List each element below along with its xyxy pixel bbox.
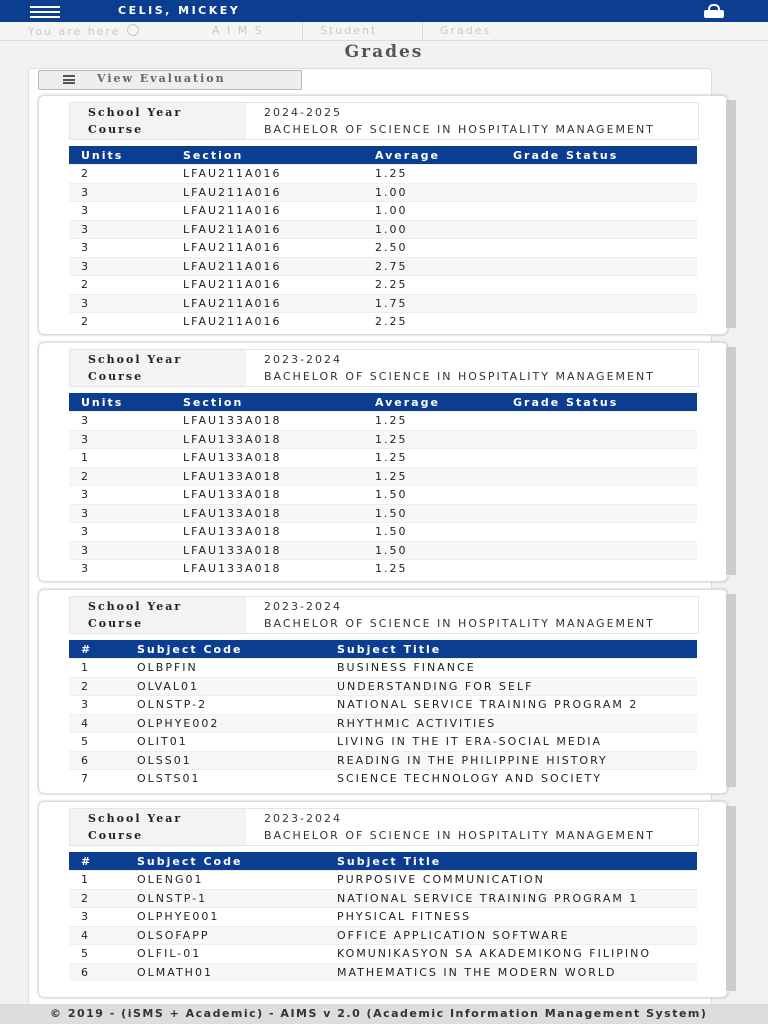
column-header[interactable]: Average [363, 393, 501, 412]
table-row [69, 751, 697, 770]
table-cell: NATIONAL SERVICE TRAINING PROGRAM 2 [325, 696, 697, 715]
table-cell [501, 449, 697, 468]
column-header[interactable]: Units [69, 393, 171, 412]
table-row [69, 523, 697, 542]
column-header[interactable]: Grade Status [501, 146, 697, 165]
table-cell: 1.25 [363, 560, 501, 578]
table-cell: LIVING IN THE IT ERA-SOCIAL MEDIA [325, 733, 697, 752]
column-header[interactable]: Section [171, 146, 363, 165]
card-scrollbar[interactable] [726, 347, 736, 575]
table-cell: OLNSTP-2 [125, 696, 325, 715]
breadcrumb-prefix: You are here [28, 24, 145, 38]
table-cell: 3 [69, 696, 125, 715]
table-cell: LFAU211A016 [171, 313, 363, 331]
table-cell: LFAU133A018 [171, 430, 363, 449]
page-title: Grades [344, 42, 424, 62]
table-cell: LFAU133A018 [171, 412, 363, 431]
table-cell: 7 [69, 770, 125, 788]
table-cell: 1 [69, 659, 125, 678]
table-row [69, 294, 697, 313]
table-cell: 3 [69, 412, 171, 431]
table-cell: 2 [69, 467, 171, 486]
table-cell: OLPHYE001 [125, 908, 325, 927]
user-name: CELIS, MICKEY [118, 4, 241, 17]
footer-text: © 2019 - (iSMS + Academic) - AIMS v 2.0 (Academic Information Management System) [50, 1007, 708, 1020]
term-info [69, 102, 699, 140]
column-header[interactable]: Units [69, 146, 171, 165]
table-cell [501, 560, 697, 578]
column-header[interactable]: Subject Title [325, 640, 697, 659]
school-year-label: School Year [88, 106, 183, 119]
subject-card [38, 589, 728, 794]
card-scrollbar[interactable] [726, 594, 736, 787]
table-cell: 1.25 [363, 449, 501, 468]
school-year-value: 2023-2024 [264, 812, 342, 825]
school-year-label: School Year [88, 600, 183, 613]
table-cell [501, 430, 697, 449]
table-cell: SCIENCE TECHNOLOGY AND SOCIETY [325, 770, 697, 788]
table-row [69, 541, 697, 560]
table-cell: 3 [69, 239, 171, 258]
table-cell [501, 541, 697, 560]
breadcrumb-item-aims[interactable]: A I M S [212, 24, 264, 37]
table-cell [501, 486, 697, 505]
table-row [69, 486, 697, 505]
column-header[interactable]: # [69, 640, 125, 659]
table-cell: 3 [69, 541, 171, 560]
table-cell: BUSINESS FINANCE [325, 659, 697, 678]
term-info [69, 349, 699, 387]
table-cell: LFAU133A018 [171, 467, 363, 486]
table-cell: LFAU133A018 [171, 523, 363, 542]
table-cell: 1.00 [363, 220, 501, 239]
list-icon [63, 75, 75, 84]
table-cell: 1.50 [363, 504, 501, 523]
table-cell: 3 [69, 523, 171, 542]
table-cell: 2.50 [363, 239, 501, 258]
table-row [69, 220, 697, 239]
table-cell [501, 257, 697, 276]
clock-icon [127, 24, 139, 36]
table-cell: 3 [69, 183, 171, 202]
table-header-row [69, 640, 697, 659]
grades-table [69, 146, 697, 331]
course-label: Course [88, 123, 144, 136]
table-cell [501, 467, 697, 486]
table-cell [501, 183, 697, 202]
school-year-value: 2023-2024 [264, 353, 342, 366]
table-cell: 3 [69, 908, 125, 927]
table-cell: OLSS01 [125, 751, 325, 770]
table-cell: LFAU211A016 [171, 257, 363, 276]
table-cell: 2 [69, 313, 171, 331]
table-cell: 6 [69, 751, 125, 770]
table-cell: OLSTS01 [125, 770, 325, 788]
table-cell: 3 [69, 560, 171, 578]
card-scrollbar[interactable] [726, 806, 736, 991]
breadcrumb-item-grades[interactable]: Grades [440, 24, 492, 37]
table-cell: 2 [69, 677, 125, 696]
table-cell: OLPHYE002 [125, 714, 325, 733]
table-cell: 1.50 [363, 523, 501, 542]
term-info [69, 596, 699, 634]
table-cell: 2.25 [363, 276, 501, 295]
table-cell: 1.50 [363, 541, 501, 560]
table-cell: 1.75 [363, 294, 501, 313]
school-year-label: School Year [88, 353, 183, 366]
hamburger-menu-icon[interactable] [30, 6, 60, 18]
table-cell: LFAU133A018 [171, 541, 363, 560]
course-label: Course [88, 829, 144, 842]
table-cell: 4 [69, 926, 125, 945]
card-scrollbar[interactable] [726, 100, 736, 328]
table-cell: 3 [69, 220, 171, 239]
course-label: Course [88, 370, 144, 383]
table-row [69, 467, 697, 486]
table-row [69, 926, 697, 945]
view-evaluation-button[interactable] [38, 70, 302, 90]
table-cell: 5 [69, 733, 125, 752]
table-cell: OLSOFAPP [125, 926, 325, 945]
school-year-value: 2024-2025 [264, 106, 342, 119]
subject-card [38, 801, 728, 998]
table-cell: OLVAL01 [125, 677, 325, 696]
table-cell: LFAU211A016 [171, 202, 363, 221]
table-cell: LFAU211A016 [171, 276, 363, 295]
column-header[interactable]: Subject Title [325, 852, 697, 871]
subjects-table [69, 640, 697, 788]
table-cell [501, 202, 697, 221]
table-cell: 2.25 [363, 313, 501, 331]
table-row [69, 733, 697, 752]
grade-card [38, 342, 728, 582]
breadcrumb-divider [422, 22, 423, 40]
course-value: BACHELOR OF SCIENCE IN HOSPITALITY MANAGEMENT [264, 370, 655, 383]
table-row [69, 202, 697, 221]
course-value: BACHELOR OF SCIENCE IN HOSPITALITY MANAGEMENT [264, 829, 655, 842]
table-row [69, 504, 697, 523]
course-label: Course [88, 617, 144, 630]
table-cell: OLNSTP-1 [125, 889, 325, 908]
table-row [69, 183, 697, 202]
table-cell: 1.25 [363, 467, 501, 486]
table-row [69, 165, 697, 184]
table-row [69, 412, 697, 431]
table-cell: READING IN THE PHILIPPINE HISTORY [325, 751, 697, 770]
table-row [69, 696, 697, 715]
table-cell: OLENG01 [125, 871, 325, 890]
table-row [69, 659, 697, 678]
table-cell: LFAU211A016 [171, 220, 363, 239]
table-cell: 3 [69, 257, 171, 276]
table-cell: 1 [69, 449, 171, 468]
table-cell: 1.50 [363, 486, 501, 505]
table-header-row [69, 852, 697, 871]
table-cell [501, 504, 697, 523]
table-cell: LFAU211A016 [171, 239, 363, 258]
table-cell: 1.00 [363, 202, 501, 221]
table-cell: 1 [69, 871, 125, 890]
table-cell: 3 [69, 430, 171, 449]
table-cell: 3 [69, 294, 171, 313]
breadcrumb [0, 22, 768, 41]
table-cell: OLIT01 [125, 733, 325, 752]
table-row [69, 276, 697, 295]
table-cell: OLFIL-01 [125, 945, 325, 964]
table-row [69, 677, 697, 696]
table-cell [501, 220, 697, 239]
column-header[interactable]: Subject Code [125, 640, 325, 659]
table-row [69, 239, 697, 258]
column-header[interactable]: Subject Code [125, 852, 325, 871]
view-evaluation-label: View Evaluation [97, 72, 226, 85]
table-cell [501, 276, 697, 295]
subjects-table [69, 852, 697, 981]
table-cell: PURPOSIVE COMMUNICATION [325, 871, 697, 890]
table-cell: 3 [69, 486, 171, 505]
school-year-value: 2023-2024 [264, 600, 342, 613]
column-header[interactable]: Grade Status [501, 393, 697, 412]
table-cell: RHYTHMIC ACTIVITIES [325, 714, 697, 733]
table-cell: LFAU211A016 [171, 183, 363, 202]
table-cell [501, 523, 697, 542]
table-cell: 2 [69, 165, 171, 184]
grades-table [69, 393, 697, 578]
grade-card [38, 95, 728, 335]
table-cell [501, 165, 697, 184]
table-cell: 6 [69, 963, 125, 981]
table-row [69, 908, 697, 927]
table-row [69, 871, 697, 890]
table-cell: LFAU133A018 [171, 449, 363, 468]
table-cell: 3 [69, 202, 171, 221]
table-cell: UNDERSTANDING FOR SELF [325, 677, 697, 696]
table-cell: MATHEMATICS IN THE MODERN WORLD [325, 963, 697, 981]
column-header[interactable]: Section [171, 393, 363, 412]
table-row [69, 430, 697, 449]
table-row [69, 257, 697, 276]
table-cell: LFAU133A018 [171, 560, 363, 578]
breadcrumb-divider [302, 22, 303, 40]
table-row [69, 963, 697, 981]
table-cell: NATIONAL SERVICE TRAINING PROGRAM 1 [325, 889, 697, 908]
table-cell: OLMATH01 [125, 963, 325, 981]
table-cell [501, 313, 697, 331]
lock-icon[interactable] [700, 4, 728, 18]
table-header-row [69, 146, 697, 165]
table-row [69, 714, 697, 733]
table-cell [501, 294, 697, 313]
column-header[interactable]: Average [363, 146, 501, 165]
table-cell: 2 [69, 889, 125, 908]
table-cell: 2.75 [363, 257, 501, 276]
table-row [69, 449, 697, 468]
table-cell: 3 [69, 504, 171, 523]
table-cell: KOMUNIKASYON SA AKADEMIKONG FILIPINO [325, 945, 697, 964]
table-row [69, 889, 697, 908]
footer [0, 1004, 768, 1024]
table-cell: 1.25 [363, 165, 501, 184]
course-value: BACHELOR OF SCIENCE IN HOSPITALITY MANAGEMENT [264, 617, 655, 630]
table-cell: PHYSICAL FITNESS [325, 908, 697, 927]
table-cell: 1.25 [363, 430, 501, 449]
table-row [69, 945, 697, 964]
table-row [69, 313, 697, 331]
table-cell: 1.00 [363, 183, 501, 202]
term-info [69, 808, 699, 846]
table-cell: LFAU211A016 [171, 294, 363, 313]
course-value: BACHELOR OF SCIENCE IN HOSPITALITY MANAGEMENT [264, 123, 655, 136]
table-row [69, 560, 697, 578]
table-cell: LFAU211A016 [171, 165, 363, 184]
breadcrumb-item-student[interactable]: Student [320, 24, 378, 37]
table-cell: OFFICE APPLICATION SOFTWARE [325, 926, 697, 945]
table-cell: 5 [69, 945, 125, 964]
table-cell: 4 [69, 714, 125, 733]
school-year-label: School Year [88, 812, 183, 825]
table-cell: LFAU133A018 [171, 486, 363, 505]
table-row [69, 770, 697, 788]
table-cell: 1.25 [363, 412, 501, 431]
top-navbar [0, 0, 768, 22]
table-cell: LFAU133A018 [171, 504, 363, 523]
column-header[interactable]: # [69, 852, 125, 871]
table-cell: OLBPFIN [125, 659, 325, 678]
table-cell [501, 239, 697, 258]
table-header-row [69, 393, 697, 412]
table-cell: 2 [69, 276, 171, 295]
table-cell [501, 412, 697, 431]
